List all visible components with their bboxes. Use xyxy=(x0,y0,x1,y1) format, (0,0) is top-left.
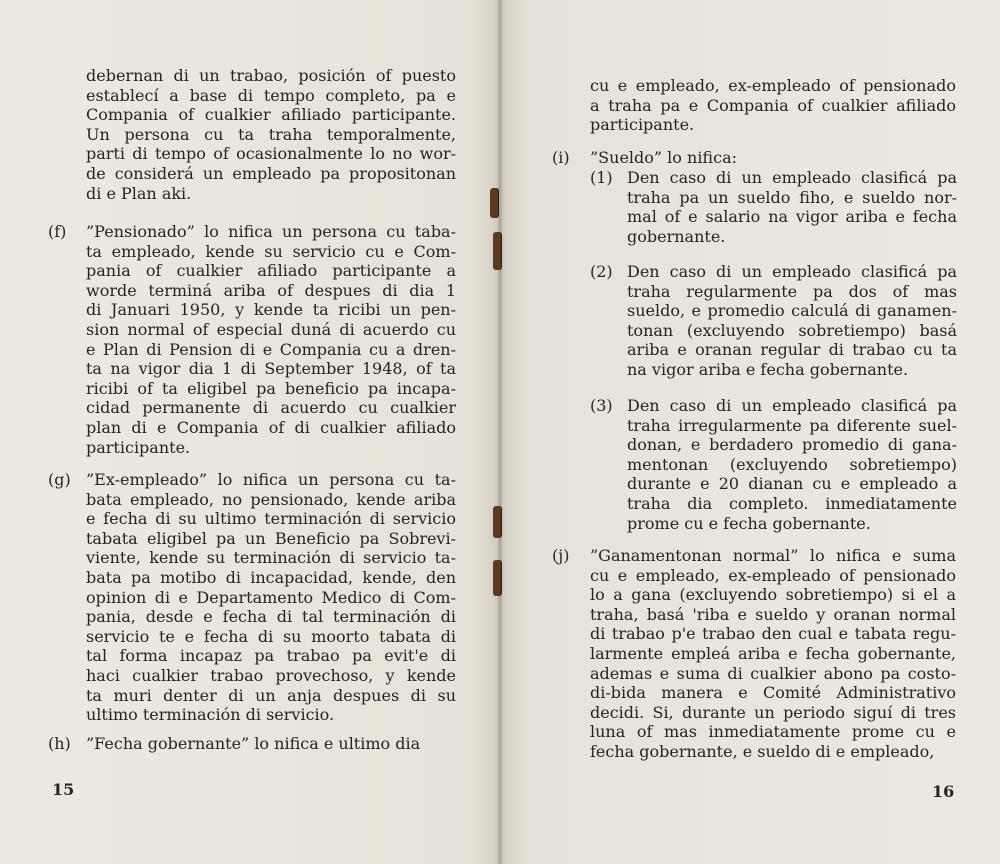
text-line: e fecha di su ultimo terminación di servicio xyxy=(86,509,456,529)
text-line: lo a gana (excluyendo sobretiempo) si el a xyxy=(590,585,956,605)
right-page xyxy=(502,0,1000,864)
text-line: mal of e salario na vigor ariba e fecha xyxy=(627,207,957,227)
text-line: pania, desde e fecha di tal terminación di xyxy=(86,607,456,627)
right-intro-paragraph xyxy=(590,76,956,135)
section-i-marker: (i) xyxy=(552,148,570,167)
text-line: worde terminá ariba of despues di dia 1 xyxy=(86,280,456,300)
text-line: luna of mas inmediatamente prome cu e xyxy=(590,722,956,742)
section-i-item-2-text xyxy=(627,262,957,380)
text-line: e Plan di Pension di e Compania cu a dren- xyxy=(86,339,456,359)
text-line: durante e 20 dianan cu e empleado a xyxy=(627,474,957,494)
section-i-item-1-marker: (1) xyxy=(590,168,613,187)
section-i-item-3-text xyxy=(627,396,957,533)
text-line: prome cu e fecha gobernante. xyxy=(627,513,871,533)
left-page xyxy=(0,0,498,864)
text-line: tonan (excluyendo sobretiempo) basá xyxy=(627,320,957,340)
text-line: traha pa un sueldo fiho, e sueldo nor- xyxy=(627,187,957,207)
text-line: di-bida manera e Comité Administrativo xyxy=(590,683,956,703)
left-intro-paragraph xyxy=(86,66,456,203)
text-line: ricibi of ta eligibel pa beneficio pa incapa- xyxy=(86,378,456,398)
text-line: traha regularmente pa dos of mas xyxy=(627,281,957,301)
section-i-item-2-marker: (2) xyxy=(590,262,613,281)
text-line: establecí a base di tempo completo, pa e xyxy=(86,85,456,105)
text-line: ”Fecha gobernante” lo nifica e ultimo dia xyxy=(86,734,421,753)
text-line: bata pa motibo di incapacidad, kende, den xyxy=(86,567,456,587)
section-j-text xyxy=(590,546,956,762)
text-line: haci cualkier trabao provechoso, y kende xyxy=(86,665,456,685)
section-f-marker: (f) xyxy=(48,222,67,241)
text-line: viente, kende su terminación di servicio ta- xyxy=(86,548,456,568)
text-line: di Januari 1950, y kende ta ricibi un pen- xyxy=(86,300,456,320)
text-line: Den caso di un empleado clasificá pa xyxy=(627,396,957,415)
section-i-item-1-text xyxy=(627,168,957,246)
text-line: Un persona cu ta traha temporalmente, xyxy=(86,124,456,144)
text-line: plan di e Compania of di cualkier afiliado xyxy=(86,417,456,437)
text-line: larmente empleá ariba e fecha gobernante, xyxy=(590,643,956,663)
text-line: de considerá un empleado pa propositonan xyxy=(86,163,456,183)
text-line: ”Ex-empleado” lo nifica un persona cu ta- xyxy=(86,470,456,489)
section-h-text xyxy=(86,734,458,754)
text-line: na vigor ariba e fecha gobernante. xyxy=(627,359,909,379)
text-line: traha, basá 'riba e sueldo y oranan normal xyxy=(590,604,956,624)
text-line: ta empleado, kende su servicio cu e Com- xyxy=(86,241,456,261)
text-line: ademas e suma di cualkier abono pa costo- xyxy=(590,663,956,683)
text-line: debernan di un trabao, posición of puesto xyxy=(86,66,456,85)
text-line: ta muri denter di un anja despues di su xyxy=(86,685,456,705)
text-line: fecha gobernante, e sueldo di e empleado, xyxy=(590,741,935,761)
section-j-marker: (j) xyxy=(552,546,570,565)
text-line: ultimo terminación di servicio. xyxy=(86,705,335,725)
text-line: ariba e oranan regular di trabao cu ta xyxy=(627,340,957,360)
text-line: gobernante. xyxy=(627,226,726,246)
text-line: sion normal of especial duná di acuerdo cu xyxy=(86,319,456,339)
text-line: donan, e berdadero promedio di gana- xyxy=(627,435,957,455)
text-line: di trabao p'e trabao den cual e tabata regu- xyxy=(590,624,956,644)
section-g-marker: (g) xyxy=(48,470,71,489)
text-line: parti di tempo of ocasionalmente lo no wor- xyxy=(86,144,456,164)
text-line: ”Pensionado” lo nifica un persona cu taba- xyxy=(86,222,456,241)
text-line: mentonan (excluyendo sobretiempo) xyxy=(627,454,957,474)
section-f-text xyxy=(86,222,456,457)
text-line: opinion di e Departamento Medico di Com- xyxy=(86,587,456,607)
text-line: Den caso di un empleado clasificá pa xyxy=(627,168,957,187)
text-line: cu e empleado, ex-empleado of pensionado xyxy=(590,76,956,95)
section-h-marker: (h) xyxy=(48,734,71,753)
text-line: cu e empleado, ex-empleado of pensionado xyxy=(590,565,956,585)
left-page-number: 15 xyxy=(52,780,75,799)
text-line: participante. xyxy=(590,115,695,135)
text-line: bata empleado, no pensionado, kende ariba xyxy=(86,489,456,509)
text-line: Den caso di un empleado clasificá pa xyxy=(627,262,957,281)
text-line: cidad permanente di acuerdo cu cualkier xyxy=(86,398,456,418)
text-line: di e Plan aki. xyxy=(86,183,192,203)
section-g-text xyxy=(86,470,456,725)
text-line: ”Ganamentonan normal” lo nifica e suma xyxy=(590,546,956,565)
text-line: sueldo, e promedio calculá di ganamen- xyxy=(627,301,957,321)
section-i-item-3-marker: (3) xyxy=(590,396,613,415)
text-line: decidi. Si, durante un periodo siguí di tres xyxy=(590,702,956,722)
text-line: Compania of cualkier afiliado participante. xyxy=(86,105,456,125)
text-line: servicio te e fecha di su moorto tabata di xyxy=(86,626,456,646)
right-page-number: 16 xyxy=(932,782,955,801)
text-line: traha irregularmente pa diferente suel- xyxy=(627,415,957,435)
text-line: pania of cualkier afiliado participante a xyxy=(86,261,456,281)
text-line: tabata eligibel pa un Beneficio pa Sobrevi- xyxy=(86,528,456,548)
text-line: a traha pa e Compania of cualkier afiliado xyxy=(590,95,956,115)
text-line: participante. xyxy=(86,437,191,457)
section-i-heading: ”Sueldo” lo nifica: xyxy=(590,148,737,167)
text-line: tal forma incapaz pa trabao pa evit'e di xyxy=(86,646,456,666)
text-line: traha dia completo. inmediatamente xyxy=(627,493,957,513)
text-line: ta na vigor dia 1 di September 1948, of ta xyxy=(86,359,456,379)
